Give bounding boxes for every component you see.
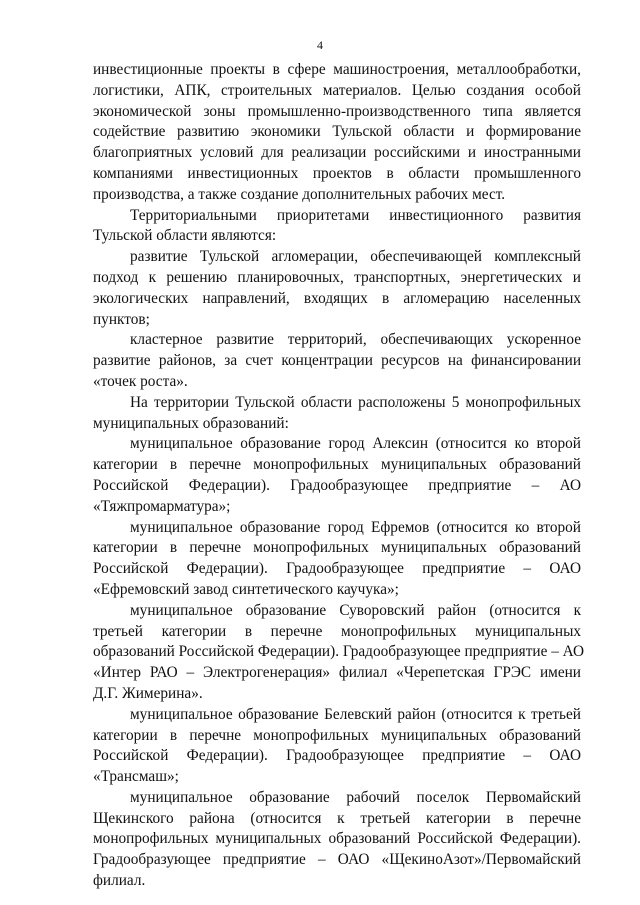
text-line: развитие Тульской агломерации, обеспечивающей комплексный xyxy=(130,248,581,266)
document-body xyxy=(93,60,585,892)
paragraph xyxy=(93,518,581,601)
text-line: «Ефремовский завод синтетического каучука»; xyxy=(93,580,399,598)
text-line: муниципальное образование Белевский район (относится к третьей xyxy=(130,705,581,723)
text-line: филиал. xyxy=(93,872,146,890)
text-line: кластерное развитие территорий, обеспечивающих ускоренное xyxy=(130,331,581,349)
text-line: монопрофильных муниципальных образований Российской Федерации). xyxy=(93,830,581,848)
paragraph xyxy=(93,247,581,330)
text-line: муниципальное образование Суворовский район (относится к xyxy=(130,601,581,619)
paragraph xyxy=(93,393,581,435)
text-line: категории в перечне монопрофильных муниципальных образований xyxy=(93,539,581,557)
text-line: Тульской области являются: xyxy=(93,227,277,245)
text-line: «точек роста». xyxy=(93,372,188,390)
paragraph xyxy=(93,206,581,248)
text-line: На территории Тульской области расположены 5 монопрофильных xyxy=(130,393,581,411)
text-line: муниципальных образований: xyxy=(93,414,289,432)
text-line: Территориальными приоритетами инвестиционного развития xyxy=(130,206,581,224)
paragraph xyxy=(93,330,581,392)
text-line: муниципальное образование город Алексин (относится ко второй xyxy=(130,435,581,453)
text-line: Градообразующее предприятие – ОАО «ЩекиноАзот»/Первомайский xyxy=(93,851,581,869)
paragraph xyxy=(93,60,581,206)
text-line: производства, а также создание дополнительных рабочих мест. xyxy=(93,185,506,203)
text-line: подход к решению планировочных, транспортных, энергетических и xyxy=(93,268,581,286)
text-line: категории в перечне монопрофильных муниципальных образований xyxy=(93,456,581,474)
text-line: образований Российской Федерации). Градообразующее предприятие – АО xyxy=(93,643,585,661)
paragraph xyxy=(93,434,581,517)
paragraph xyxy=(93,788,581,892)
text-line: содействие развитию экономики Тульской области и формирование xyxy=(93,123,581,141)
text-line: муниципальное образование рабочий поселок Первомайский xyxy=(130,788,581,806)
paragraph xyxy=(93,705,581,788)
text-line: благоприятных условий для реализации российскими и иностранными xyxy=(93,144,581,162)
text-line: «Тяжпромарматура»; xyxy=(93,497,231,515)
text-line: Российской Федерации). Градообразующее предприятие – ОАО xyxy=(93,747,581,765)
text-line: категории в перечне монопрофильных муниципальных образований xyxy=(93,726,581,744)
text-line: Д.Г. Жимерина». xyxy=(93,684,203,702)
text-line: экономической зоны промышленно-производственного типа является xyxy=(93,102,581,120)
page-number: 4 xyxy=(317,38,323,52)
text-line: инвестиционные проекты в сфере машиностроения, металлообработки, xyxy=(93,61,581,78)
paragraph xyxy=(93,601,585,705)
text-line: муниципальное образование город Ефремов (относится ко второй xyxy=(130,518,581,536)
text-line: Щекинского района (относится к третьей категории в перечне xyxy=(93,809,581,827)
text-line: Российской Федерации). Градообразующее предприятие – ОАО xyxy=(93,560,581,578)
text-line: компаниями инвестиционных проектов в области промышленного xyxy=(93,164,581,182)
text-line: логистики, АПК, строительных материалов. Целью создания особой xyxy=(93,81,581,99)
text-line: развитие районов, за счет концентрации ресурсов на финансировании xyxy=(93,352,581,370)
text-line: «Трансмаш»; xyxy=(93,768,179,786)
text-line: экологических направлений, входящих в агломерацию населенных xyxy=(93,289,581,307)
text-line: третьей категории в перечне монопрофильных муниципальных xyxy=(93,622,581,640)
text-line: «Интер РАО – Электрогенерация» филиал «Черепетская ГРЭС имени xyxy=(93,664,581,682)
text-line: Российской Федерации). Градообразующее предприятие – АО xyxy=(93,476,581,494)
text-line: пунктов; xyxy=(93,310,150,328)
